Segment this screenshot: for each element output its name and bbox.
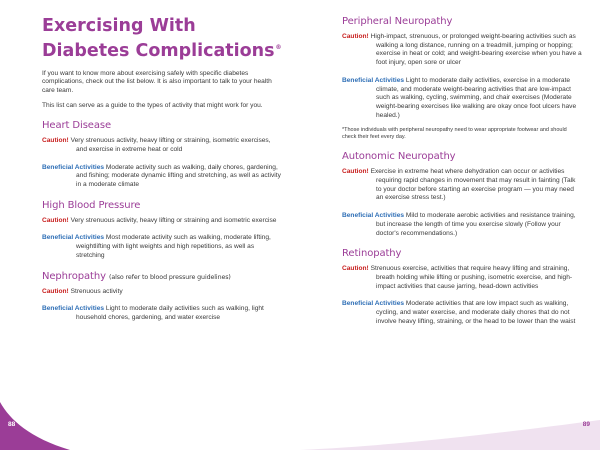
page-title: Exercising With Diabetes Complications® [42,16,282,61]
caution-retinopathy: Caution! Strenuous exercise, activities that require heavy lifting and straining, breath holding while lifting or pushing, isometric exercise, and high-impact activities that cause jarring, head-down activities [342,265,573,290]
peripheral-neuropathy-footnote: *Those individuals with peripheral neuropathy need to wear appropriate footwear and should check their feet every day. [342,127,567,141]
beneficial-heart-disease: Beneficial Activities Moderate activity such as walking, daily chores, gardening, and fishing; moderate dynamic lifting and stretching, as well as activity in a moderate climate [42,163,281,189]
section-heading-nephropathy: Nephropathy (also refer to blood pressure guidelines) [42,270,231,282]
caution-nephropathy: Caution! Strenuous activity [42,287,123,295]
left-column [42,16,282,332]
beneficial-high-blood-pressure: Beneficial Activities Most moderate activity such as walking, moderate lifting, weightlifting with light weights and high repetitions, as well as stretching [42,234,271,259]
right-page [300,0,600,450]
beneficial-retinopathy: Beneficial Activities Moderate activities that are low impact such as walking, cycling, and water exercise, and moderate daily chores that do not involve heavy lifting, straining, or the head to be lower than the waist [342,300,576,325]
section-heading-high-blood-pressure: High Blood Pressure [42,199,141,211]
caution-autonomic-neuropathy: Caution! Exercise in extreme heat where dehydration can occur or activities requiring rapid changes in movement that may result in fainting (Talk to your doctor before starting an exercise program — you may need an exercise stress test.) [342,168,576,202]
beneficial-peripheral-neuropathy: Beneficial Activities Light to moderate daily activities, exercise in a moderate climate, and moderate weight-bearing activities that are low-impact such as walking, cycling, swimming, and chair exercises (Moderate weight-bearing exercises like walking are okay once foot ulcers have healed.) [342,76,577,119]
page-number-right: 89 [582,421,590,428]
caution-peripheral-neuropathy: Caution! High-impact, strenuous, or prolonged weight-bearing activities such as walking a long distance, running on a treadmill, jumping or hopping; exercise in heat or cold; and weight-bearing exercise when you have a foot injury, open sore or ulcer [342,33,582,67]
section-heading-peripheral-neuropathy: Peripheral Neuropathy [342,16,453,27]
section-heading-retinopathy: Retinopathy [342,248,402,260]
page-number-left: 88 [8,421,16,428]
right-page-swoosh [300,390,600,450]
beneficial-autonomic-neuropathy: Beneficial Activities Mild to moderate aerobic activities and resistance training, but increase the length of time you exercise slowly (Follow your doctor's recommendations.) [342,212,576,237]
section-heading-autonomic-neuropathy: Autonomic Neuropathy [342,151,456,163]
intro-paragraph-2: This list can serve as a guide to the types of activity that might work for you. [42,101,263,109]
caution-high-blood-pressure: Caution! Very strenuous activity, heavy lifting or straining and isometric exercise [42,216,277,224]
right-column [342,16,582,335]
section-heading-heart-disease: Heart Disease [42,120,112,132]
caution-heart-disease: Caution! Very strenuous activity, heavy lifting or straining, isometric exercises, and exercise in extreme heat or cold [42,137,271,153]
beneficial-nephropathy: Beneficial Activities Light to moderate daily activities such as walking, light household chores, gardening, and water exercise [42,305,264,321]
left-page-swoosh [0,390,300,450]
intro-paragraph-1: If you want to know more about exercising safely with specific diabetes complications, check out the list below. It is also important to talk to your health care team. [42,69,272,95]
